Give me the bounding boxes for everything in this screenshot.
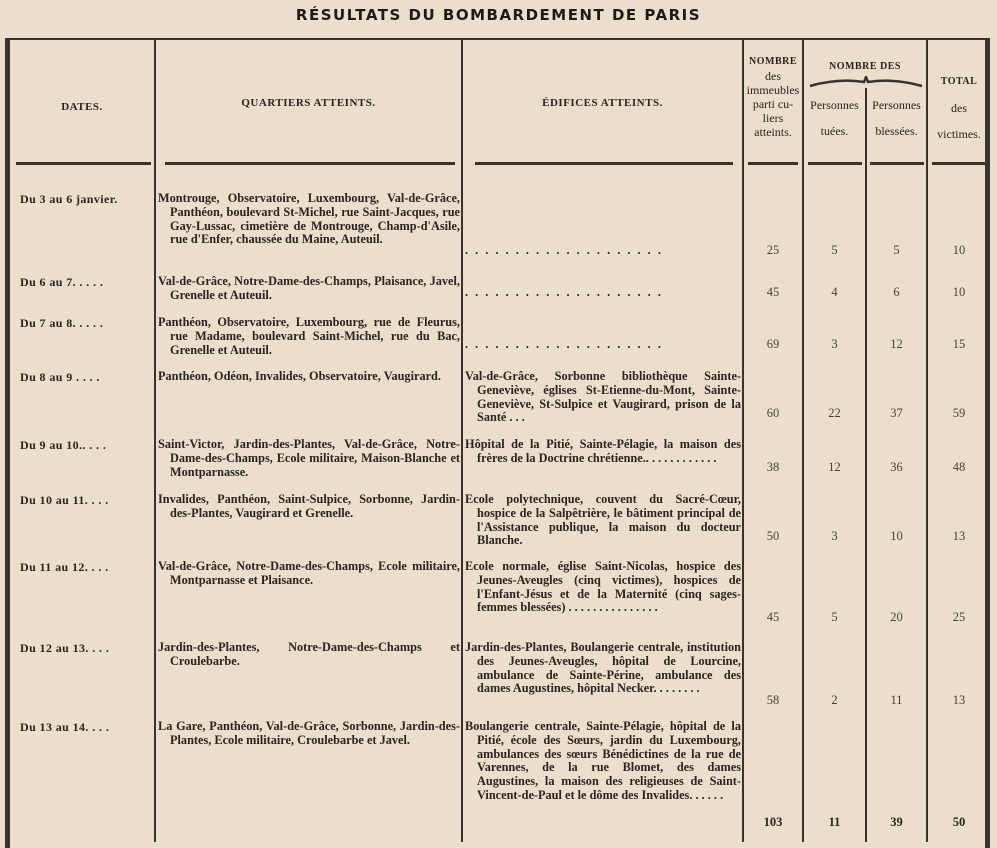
row-date: Du 7 au 8. . . . . (20, 316, 104, 330)
row-edifices: . . . . . . . . . . . . . . . . . . . . (465, 337, 663, 352)
row-quartiers: Saint-Victor, Jardin-des-Plantes, Val-de-Grâce, Notre-Dame-des-Champs, Ecole militaire, Maison-Blanche et Montparnasse. (158, 437, 460, 479)
header-rule (932, 162, 986, 165)
row-date: Du 12 au 13. . . . (20, 641, 110, 655)
header-quartiers: QUARTIERS ATTEINTS. (241, 97, 376, 109)
row-tuees: 5 (831, 243, 838, 257)
row-edifices: Boulangerie centrale, Sainte-Pélagie, hôpital de la Pitié, école des Sœurs, jardin du Luxembourg, ambulances des sœurs Bénédictines de la rue de Varennes, de la rue Blomet, des dames Augustines, la maison des religieuses de Saint-Vincent-de-Paul et le dôme des Invalides. . . . . . (465, 719, 741, 802)
page-title: RÉSULTATS DU BOMBARDEMENT DE PARIS (295, 6, 702, 24)
header-rule (748, 162, 798, 165)
row-total: 59 (952, 406, 966, 420)
row-immeubles: 103 (763, 815, 783, 829)
row-immeubles: 45 (766, 610, 780, 624)
row-blessees: 5 (893, 243, 900, 257)
row-date: Du 9 au 10.. . . . (20, 438, 107, 452)
row-tuees: 4 (831, 285, 838, 299)
row-edifices: . . . . . . . . . . . . . . . . . . . . (465, 285, 663, 300)
header-line: atteints. (754, 125, 792, 139)
header-dates: DATES. (61, 101, 103, 113)
row-date: Du 11 au 12. . . . (20, 560, 109, 574)
header-edifices: ÉDIFICES ATTEINTS. (542, 97, 663, 109)
header-tuees (804, 98, 865, 138)
row-date: Du 6 au 7. . . . . (20, 275, 104, 289)
table-row (0, 641, 997, 708)
row-tuees: 2 (831, 693, 838, 707)
header-line: immeubles (746, 83, 800, 97)
row-tuees: 11 (828, 815, 841, 829)
table-row (0, 315, 997, 357)
header-line: NOMBRE (749, 56, 797, 67)
row-edifices: Ecole polytechnique, couvent du Sacré-Cœur, hospice de la Salpêtrière, le bâtiment principal de l'Assistance publique, la maison du docteur Blanche. (465, 492, 741, 548)
header-rule (16, 162, 151, 165)
table-row (0, 560, 997, 625)
row-quartiers: Invalides, Panthéon, Saint-Sulpice, Sorbonne, Jardin-des-Plantes, Vaugirard et Grenelle. (158, 492, 460, 520)
header-line: TOTAL (940, 76, 978, 87)
header-rule (475, 162, 733, 165)
row-quartiers: La Gare, Panthéon, Val-de-Grâce, Sorbonne, Jardin-des-Plantes, Ecole militaire, Croulebarbe et Javel. (158, 719, 460, 747)
row-tuees: 5 (831, 610, 838, 624)
row-date: Du 13 au 14. . . . (20, 720, 110, 734)
row-tuees: 3 (831, 337, 838, 351)
row-blessees: 20 (890, 610, 903, 624)
table-row (0, 192, 997, 258)
header-line: parti cu- (752, 97, 794, 111)
row-total: 15 (952, 337, 966, 351)
header-line: des (765, 69, 781, 83)
row-quartiers: Jardin-des-Plantes, Notre-Dame-des-Champs et Croulebarbe. (158, 640, 460, 668)
header-line: tuées. (820, 124, 849, 138)
header-line: Personnes (810, 98, 859, 112)
header-blessees (867, 98, 926, 138)
table-row (0, 492, 997, 548)
header-total (928, 75, 990, 141)
header-rule (808, 162, 862, 165)
row-immeubles: 38 (766, 460, 780, 474)
header-nombre-des: NOMBRE DES (829, 61, 901, 72)
row-quartiers: Val-de-Grâce, Notre-Dame-des-Champs, Ecole militaire, Montparnasse et Plaisance. (158, 559, 460, 587)
row-quartiers: Montrouge, Observatoire, Luxembourg, Val-de-Grâce, Panthéon, boulevard St-Michel, rue Saint-Jacques, rue Gay-Lussac, cimetière de Montrouge, Champ-d'Asile, rue d'Enfer, chaussée du Maine, Auteuil. (158, 191, 460, 247)
row-total: 25 (952, 610, 966, 624)
row-blessees: 11 (890, 693, 903, 707)
row-total: 13 (952, 693, 966, 707)
table-row (0, 369, 997, 425)
row-edifices: Jardin-des-Plantes, Boulangerie centrale, institution des Jeunes-Aveugles, hôpital de Lourcine, ambulance de Sainte-Périne, ambulance des dames Augustines, hôpital Necker. . . . . . . . (465, 640, 741, 696)
header-line: Personnes (872, 98, 921, 112)
row-tuees: 12 (828, 460, 841, 474)
header-immeubles (744, 55, 802, 139)
row-quartiers: Panthéon, Observatoire, Luxembourg, rue de Fleurus, rue Madame, boulevard Saint-Michel, rue du Bac, Grenelle et Auteuil. (158, 315, 460, 357)
brace-icon (808, 76, 924, 88)
row-edifices: Ecole normale, église Saint-Nicolas, hospice des Jeunes-Aveugles (cinq victimes), hospices de l'Enfant-Jésus et de la Maternité (cinq sages-femmes blessées) . . . . . . . . . . . . . . . (465, 559, 741, 615)
header-rule (165, 162, 455, 165)
row-edifices: Val-de-Grâce, Sorbonne bibliothèque Sainte-Geneviève, églises St-Etienne-du-Mont, Sainte-Geneviève, St-Sulpice et Vaugirard, prison de la Santé . . . (465, 369, 741, 425)
row-quartiers: Val-de-Grâce, Notre-Dame-des-Champs, Plaisance, Javel, Grenelle et Auteuil. (158, 274, 460, 302)
table-row (0, 275, 997, 300)
row-total: 48 (952, 460, 966, 474)
row-quartiers: Panthéon, Odéon, Invalides, Observatoire, Vaugirard. (158, 369, 441, 383)
row-blessees: 37 (890, 406, 903, 420)
row-tuees: 22 (828, 406, 841, 420)
row-edifices: Hôpital de la Pitié, Sainte-Pélagie, la maison des frères de la Doctrine chrétienne.. . . . . . . . . . . . (465, 437, 741, 465)
row-blessees: 12 (890, 337, 903, 351)
row-date: Du 8 au 9 . . . . (20, 370, 100, 384)
row-total: 10 (952, 285, 966, 299)
row-tuees: 3 (831, 529, 838, 543)
header-line: des (951, 101, 967, 115)
row-immeubles: 58 (766, 693, 780, 707)
row-total: 10 (952, 243, 966, 257)
row-edifices: . . . . . . . . . . . . . . . . . . . . (465, 243, 663, 258)
row-immeubles: 25 (766, 243, 780, 257)
row-immeubles: 69 (766, 337, 780, 351)
row-date: Du 3 au 6 janvier. (20, 192, 118, 206)
row-immeubles: 50 (766, 529, 780, 543)
row-immeubles: 60 (766, 406, 780, 420)
row-blessees: 36 (890, 460, 903, 474)
row-date: Du 10 au 11. . . . (20, 493, 109, 507)
table-row (0, 437, 997, 479)
header-rule (870, 162, 924, 165)
header-line: blessées. (875, 124, 918, 138)
row-blessees: 39 (890, 815, 903, 829)
table-row (0, 720, 997, 830)
row-total: 13 (952, 529, 966, 543)
header-line: liers (762, 111, 784, 125)
row-immeubles: 45 (766, 285, 780, 299)
row-blessees: 10 (890, 529, 903, 543)
row-blessees: 6 (893, 285, 900, 299)
row-total: 50 (952, 815, 966, 829)
header-line: victimes. (937, 127, 981, 141)
